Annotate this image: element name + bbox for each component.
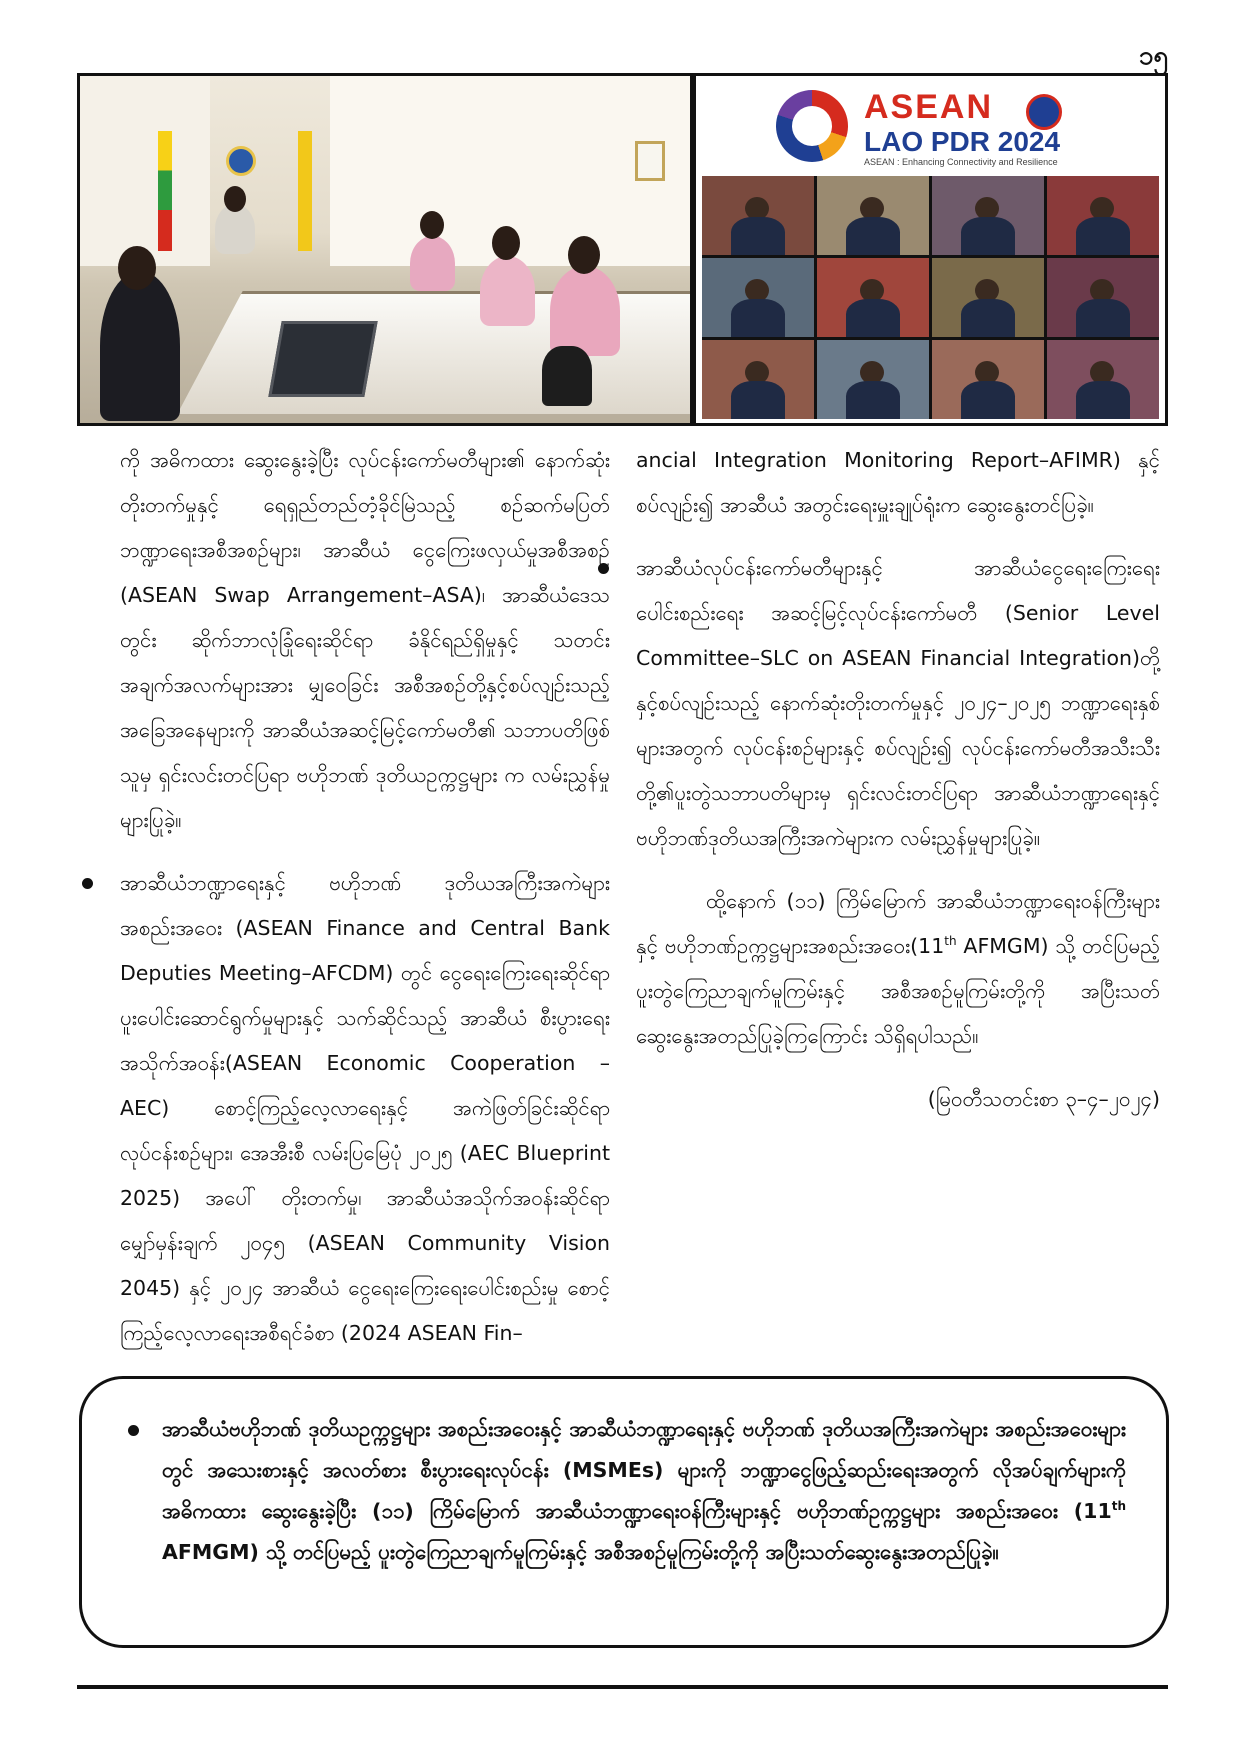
bullet-item (636, 546, 1160, 861)
bullet-item (120, 861, 610, 1356)
bank-seal-icon (226, 146, 256, 176)
laptop-icon (268, 321, 377, 397)
paragraph: ancial Integration Monitoring Report–AFIMR) နှင့် စပ်လျဉ်း၍ အာဆီယံ အတွင်းရေးမှူးချုပ်ရုံးက ဆွေးနွေးတင်ပြခဲ့။ (636, 448, 1160, 517)
participant-head (492, 226, 520, 260)
bottom-rule (77, 1685, 1168, 1689)
bullet-icon (82, 878, 93, 889)
video-tile (932, 340, 1044, 419)
bullet-icon (128, 1425, 139, 1436)
logo-tagline: ASEAN : Enhancing Connectivity and Resilience (864, 157, 1058, 167)
myanmar-flag-icon (158, 131, 172, 251)
ordinal-suffix: th (944, 934, 957, 949)
participant-head (224, 186, 246, 212)
video-tile (702, 340, 814, 419)
summary-text: အာဆီယံဗဟိုဘဏ် ဒုတိယဥက္ကဋ္ဌများ အစည်းအဝေးနှင့် အာဆီယံဘဏ္ဍာရေးနှင့် ဗဟိုဘဏ် ဒုတိယအကြီးအကဲများ အစည်းအဝေးများတွင် အသေးစားနှင့် အလတ်စား စီးပွားရေးလုပ်ငန်း (MSMEs) များကို ဘဏ္ဍာငွေဖြည့်ဆည်းရေးအတွက် လိုအပ်ချက်များကို အဓိကထား ဆွေးနွေးခဲ့ပြီး (၁၁) ကြိမ်မြောက် အာဆီယံဘဏ္ဍာရေးဝန်ကြီးများနှင့် ဗဟိုဘဏ်ဥက္ကဋ္ဌများ အစည်းအဝေး (11 (162, 1417, 1126, 1523)
asean-swirl-icon (776, 90, 848, 162)
participant (410, 236, 455, 291)
video-tile (932, 176, 1044, 255)
participant-head (118, 246, 156, 290)
wall-panel (80, 76, 210, 266)
meeting-room-photo (80, 76, 690, 423)
paragraph (636, 879, 1160, 1059)
bullet-text: အာဆီယံဘဏ္ဍာရေးနှင့် ဗဟိုဘဏ် ဒုတိယအကြီးအကဲများ အစည်းအဝေး (ASEAN Finance and Central Bank Deputies Meeting–AFCDM) တွင် ငွေရေးကြေးရေးဆိုင်ရာ ပူးပေါင်းဆောင်ရွက်မှုများနှင့် သက်ဆိုင်သည့် အာဆီယံ စီးပွားရေးအသိုက်အဝန်း(ASEAN Economic Cooperation – AEC) စောင့်ကြည့်လေ့လာရေးနှင့် အကဲဖြတ်ခြင်းဆိုင်ရာ လုပ်ငန်းစဉ်များ၊ အေအီးစီ လမ်းပြမြေပုံ ၂၀၂၅ (AEC Blueprint 2025) အပေါ် တိုးတက်မှု၊ အာဆီယံအသိုက်အဝန်းဆိုင်ရာ မျှော်မှန်းချက် ၂၀၄၅ (ASEAN Community Vision 2045) နှင့် ၂၀၂၄ အာဆီယံ ငွေရေးကြေးရေးပေါင်းစည်းမှု စောင့်ကြည့်လေ့လာရေးအစီရင်ခံစာ (2024 ASEAN Fin– (120, 871, 610, 1345)
participant (100, 271, 180, 421)
paragraph-text: AFMGM) သို့ တင်ပြမည့် ပူးတွဲကြေညာချက်မူကြမ်းနှင့် အစီအစဉ်မူကြမ်းတို့ကို အပြီးသတ်ဆွေးနွေးအတည်ပြုခဲ့ကြကြောင်း သိရှိရပါသည်။ (636, 934, 1161, 1048)
virtual-meeting-panel (696, 76, 1165, 423)
participant-head (568, 236, 600, 274)
video-tile (1047, 258, 1159, 337)
source-citation: (မြဝတီသတင်းစာ ၃–၄–၂၀၂၄) (927, 1087, 1160, 1111)
video-tile (1047, 176, 1159, 255)
page-number: ၁၅ (1138, 41, 1168, 71)
video-tile (817, 176, 929, 255)
participant (480, 256, 535, 326)
video-conference-grid (702, 176, 1159, 419)
asean-flag-icon (298, 131, 312, 251)
logo-host: LAO PDR 2024 (864, 126, 1061, 157)
participant (550, 266, 620, 356)
ordinal-suffix: th (1111, 1499, 1126, 1514)
paragraph: ကို အဓိကထား ဆွေးနွေးခဲ့ပြီး လုပ်ငန်းကော်မတီများ၏ နောက်ဆုံးတိုးတက်မှုနှင့် ရေရှည်တည်တံ့ခိုင်မြဲသည့် စဉ်ဆက်မပြတ် ဘဏ္ဍာရေးအစီအစဉ်များ၊ အာဆီယံ ငွေကြေးဖလှယ်မှုအစီအစဉ် (ASEAN Swap Arrangement–ASA)၊ အာဆီယံဒေသတွင်း ဆိုက်ဘာလုံခြုံရေးဆိုင်ရာ ခံနိုင်ရည်ရှိမှုနှင့် သတင်းအချက်အလက်များအား မျှဝေခြင်း အစီအစဉ်တို့နှင့်စပ်လျဉ်းသည့်အခြေအနေများကို အာဆီယံအဆင့်မြင့်ကော်မတီ၏ သဘာပတိဖြစ်သူမှ ရှင်းလင်းတင်ပြရာ ဗဟိုဘဏ် ဒုတိယဥက္ကဋ္ဌများ က လမ်းညွှန်မှုများပြုခဲ့။ (120, 448, 610, 832)
video-tile (817, 258, 929, 337)
summary-bullet (162, 1409, 1126, 1573)
participant-head (420, 211, 444, 239)
paragraph-text: ထို့နောက် (၁၁) ကြိမ်မြောက် အာဆီယံဘဏ္ဍာရေးဝန်ကြီးများနှင့် ဗဟိုဘဏ်ဥက္ကဋ္ဌများအစည်းအဝေး(11 (636, 889, 1160, 958)
summary-text: AFMGM) သို့ တင်ပြမည့် ပူးတွဲကြေညာချက်မူကြမ်းနှင့် အစီအစဉ်မူကြမ်းတို့ကို အပြီးသတ်ဆွေးနွေးအတည်ပြုခဲ့။ (162, 1540, 999, 1564)
photo-band (77, 73, 1168, 426)
bullet-icon (598, 563, 609, 574)
camera-icon (542, 346, 592, 406)
logo-word: ASEAN (864, 88, 994, 126)
video-tile (817, 340, 929, 419)
video-tile (702, 176, 814, 255)
video-tile (932, 258, 1044, 337)
left-column (120, 438, 610, 1374)
video-tile (702, 258, 814, 337)
asean-emblem-icon (1026, 94, 1062, 130)
asean-lao-pdr-2024-logo (776, 86, 1076, 166)
video-tile (1047, 340, 1159, 419)
summary-box (79, 1376, 1169, 1648)
right-column (636, 438, 1160, 1140)
bullet-text: အာဆီယံလုပ်ငန်းကော်မတီများနှင့် အာဆီယံငွေရေးကြေးရေး ပေါင်းစည်းရေး အဆင့်မြင့်လုပ်ငန်းကော်မတီ (Senior Level Committee–SLC on ASEAN Financial Integration)တို့နှင့်စပ်လျဉ်းသည့် နောက်ဆုံးတိုးတက်မှုနှင့် ၂၀၂၄–၂၀၂၅ ဘဏ္ဍာရေးနှစ်များအတွက် လုပ်ငန်းစဉ်များနှင့် စပ်လျဉ်း၍ လုပ်ငန်းကော်မတီအသီးသီးတို့၏ပူးတွဲသဘာပတိများမှ ရှင်းလင်းတင်ပြရာ အာဆီယံဘဏ္ဍာရေးနှင့် ဗဟိုဘဏ်ဒုတိယအကြီးအကဲများက လမ်းညွှန်မှုများပြုခဲ့။ (636, 556, 1160, 850)
wall-frame-icon (635, 141, 665, 181)
